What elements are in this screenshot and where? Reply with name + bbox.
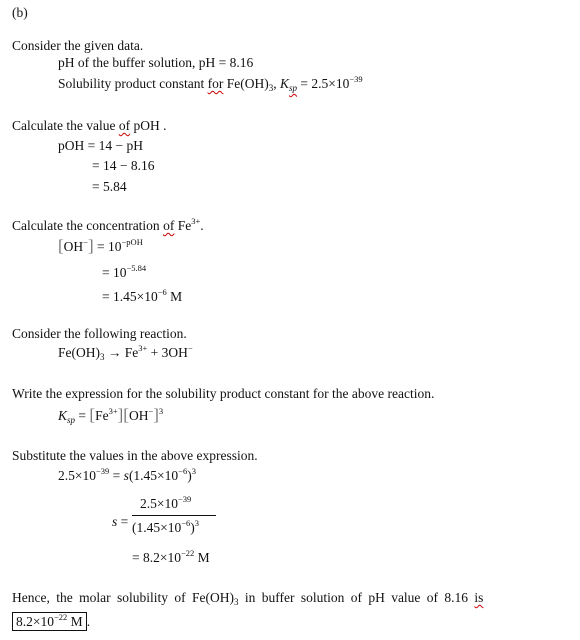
expression-equation — [58, 407, 163, 425]
sub-l1-s: s — [123, 468, 129, 483]
ksp-for: for — [207, 76, 224, 91]
ksp-fe: Fe(OH) — [223, 76, 269, 91]
reaction-rhs: + 3OH — [147, 345, 188, 360]
frac-num: 2.5×10 — [140, 496, 178, 511]
fraction-numerator — [140, 496, 191, 513]
conc-eq1: = 10 — [93, 239, 122, 254]
conclusion-is: is — [474, 590, 484, 605]
intro-heading: Consider the given data. — [12, 38, 144, 53]
answer-exp: −22 — [54, 612, 68, 622]
sub-l1-mid: = — [109, 468, 124, 483]
conc-eq2-exp: −5.84 — [126, 263, 147, 273]
conclusion-a: Hence, the molar solubility of Fe(OH) — [12, 590, 234, 605]
reaction-oh-charge: − — [187, 343, 193, 353]
ksp-value: = 2.5×10 — [297, 76, 350, 91]
answer-unit: M — [67, 614, 83, 629]
bracket-open: [ — [58, 236, 64, 255]
answer-period: . — [86, 614, 91, 629]
sub-l1-paren: (1.45×10 — [128, 468, 179, 483]
sub-l1-close: ) — [187, 468, 192, 483]
conc-eq2: = 10 — [102, 265, 127, 280]
part-label: (b) — [12, 5, 28, 20]
frac-den-close: ) — [190, 520, 195, 535]
conclusion-b: in buffer solution of pH value of 8.16 — [238, 590, 475, 605]
ksp-k: K — [280, 76, 290, 91]
conc-heading-end: . — [200, 218, 204, 233]
conclusion-text — [12, 590, 483, 607]
ksp-comma: , — [273, 76, 280, 91]
sub-l1-pow: 3 — [191, 466, 196, 476]
expression-k: K — [58, 408, 68, 423]
poh-heading — [12, 118, 166, 134]
expression-pow: 3 — [158, 406, 164, 416]
conc-eq3-exp: −6 — [157, 287, 167, 297]
poh-heading-text: Calculate the value — [12, 118, 119, 133]
frac-num-exp: −39 — [178, 494, 192, 504]
conc-heading-fe: Fe — [174, 218, 192, 233]
expression-oh-charge: − — [148, 406, 154, 416]
frac-den-pow: 3 — [194, 518, 200, 528]
ph-line: pH of the buffer solution, pH = 8.16 — [58, 55, 254, 70]
s-label: s — [112, 514, 118, 529]
expr-bracket-3: ] — [153, 405, 159, 424]
expr-bracket-1: [ — [89, 405, 96, 424]
sub-l1-left-exp: −39 — [96, 466, 110, 476]
reaction-lhs: Fe(OH) — [58, 345, 100, 360]
reaction-arrow: → Fe — [104, 345, 139, 360]
ksp-prefix: Solubility product constant — [58, 76, 208, 91]
ksp-line — [58, 76, 363, 93]
ksp-sp: sp — [289, 83, 298, 93]
expression-fe: Fe — [95, 408, 109, 423]
conc-heading-of: of — [163, 218, 175, 233]
reaction-equation — [58, 345, 193, 362]
conc-eq3: = 1.45×10 — [102, 289, 158, 304]
ksp-exp: −39 — [349, 74, 363, 84]
poh-line-1: pOH = 14 − pH — [58, 138, 143, 153]
expression-sp: sp — [67, 415, 76, 425]
poh-heading-of: of — [118, 118, 131, 133]
expression-heading: Write the expression for the solubility product constant for the above reaction. — [12, 386, 435, 401]
conc-line-1 — [58, 238, 143, 256]
expression-oh: OH — [128, 408, 149, 423]
reaction-lhs-sub: 3 — [100, 352, 105, 362]
fraction-denominator — [132, 520, 199, 537]
reaction-fe-charge: 3+ — [138, 343, 148, 353]
frac-den: (1.45×10 — [132, 520, 182, 535]
substitute-heading: Substitute the values in the above expression. — [12, 448, 258, 463]
conc-line-3 — [102, 289, 182, 306]
ksp-sub3: 3 — [268, 83, 274, 93]
answer-box — [12, 612, 87, 631]
sub-result-unit: M — [194, 550, 210, 565]
sub-result-exp: −22 — [180, 548, 195, 558]
frac-den-exp: −6 — [181, 518, 191, 528]
sub-l1-left: 2.5×10 — [58, 468, 96, 483]
answer-line — [12, 614, 90, 631]
conc-eq3-unit: M — [166, 289, 183, 304]
answer-value: 8.2×10 — [16, 614, 54, 629]
expression-eq: = — [75, 408, 90, 423]
s-eq: = — [117, 514, 129, 529]
poh-line-3: = 5.84 — [92, 179, 127, 194]
conc-line-2 — [102, 265, 146, 282]
conc-heading — [12, 218, 204, 235]
conc-oh-minus: − — [83, 237, 88, 247]
conc-heading-text: Calculate the concentration — [12, 218, 164, 233]
s-label-line — [112, 514, 128, 530]
bracket-close: ] — [87, 236, 94, 255]
substitute-line-1 — [58, 468, 196, 485]
poh-heading-end: pOH . — [130, 118, 167, 133]
expression-fe-charge: 3+ — [108, 406, 118, 416]
reaction-heading: Consider the following reaction. — [12, 326, 187, 341]
sub-result: = 8.2×10 — [132, 550, 181, 565]
expr-bracket-2: ][ — [117, 405, 129, 424]
conclusion-sub: 3 — [233, 597, 239, 607]
fraction-bar — [132, 515, 216, 516]
conc-heading-charge: 3+ — [191, 216, 201, 226]
sub-l1-paren-exp: −6 — [178, 466, 188, 476]
substitute-result — [132, 550, 210, 567]
poh-line-2: = 14 − 8.16 — [92, 158, 155, 173]
conc-oh: OH — [63, 239, 84, 254]
conc-eq1-exp: −pOH — [121, 237, 143, 247]
